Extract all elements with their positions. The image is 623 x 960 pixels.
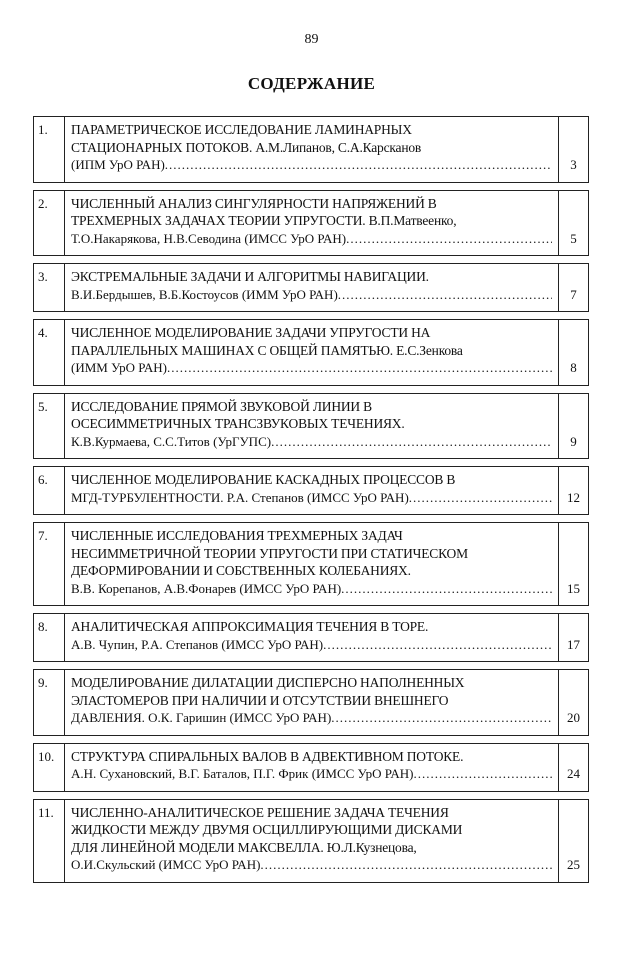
leader-dots: [409, 489, 552, 507]
toc-entry[interactable]: [34, 799, 589, 882]
entry-authors: МГД-ТУРБУЛЕНТНОСТИ. Р.А. Степанов (ИМСС УрО РАН): [71, 489, 409, 505]
toc-title: СОДЕРЖАНИЕ: [247, 74, 376, 93]
entry-line: МОДЕЛИРОВАНИЕ ДИЛАТАЦИИ ДИСПЕРСНО НАПОЛНЕННЫХ: [71, 675, 465, 690]
entry-authors: (ИПМ УрО РАН): [71, 157, 165, 172]
entry-line: ДЛЯ ЛИНЕЙНОЙ МОДЕЛИ МАКСВЕЛЛА. Ю.Л.Кузнецова,: [71, 839, 417, 855]
row-gap: [34, 385, 589, 393]
entry-number: 9.: [34, 670, 65, 736]
row-gap: [34, 735, 589, 743]
entry-page: 3: [559, 117, 589, 183]
leader-dots: [413, 765, 552, 783]
toc-entry[interactable]: [34, 523, 589, 606]
toc-entry[interactable]: [34, 743, 589, 791]
entry-line: НЕСИММЕТРИЧНОЙ ТЕОРИИ УПРУГОСТИ ПРИ СТАТИЧЕСКОМ: [71, 545, 468, 561]
toc-entry[interactable]: [34, 393, 589, 459]
entry-line: ЧИСЛЕННЫЕ ИССЛЕДОВАНИЯ ТРЕХМЕРНЫХ ЗАДАЧ: [71, 528, 403, 543]
entry-line: ПАРАМЕТРИЧЕСКОЕ ИССЛЕДОВАНИЕ ЛАМИНАРНЫХ: [71, 122, 412, 137]
entry-authors-line: [71, 709, 552, 727]
toc-entry[interactable]: [34, 117, 589, 183]
leader-dots: [165, 156, 552, 174]
entry-line: ЧИСЛЕННОЕ МОДЕЛИРОВАНИЕ КАСКАДНЫХ ПРОЦЕССОВ В: [71, 472, 456, 487]
entry-number: 11.: [34, 799, 65, 882]
entry-authors-line: [71, 580, 552, 598]
entry-authors-line: [71, 286, 552, 304]
entry-line: ЧИСЛЕННО-АНАЛИТИЧЕСКОЕ РЕШЕНИЕ ЗАДАЧА ТЕЧЕНИЯ: [71, 804, 449, 820]
entry-text: [65, 264, 559, 312]
entry-text: [65, 614, 559, 662]
leader-dots: [323, 636, 552, 654]
toc-entry[interactable]: [34, 614, 589, 662]
entry-page: 9: [559, 393, 589, 459]
page-number: 89: [304, 32, 319, 47]
entry-line: ПАРАЛЛЕЛЬНЫХ МАШИНАХ С ОБЩЕЙ ПАМЯТЬЮ. Е.С.Зенкова: [71, 342, 463, 358]
row-gap: [34, 459, 589, 467]
entry-page: 15: [559, 523, 589, 606]
entry-text: [65, 743, 559, 791]
row-gap: [34, 312, 589, 320]
entry-text: [65, 670, 559, 736]
leader-dots: [338, 286, 552, 304]
entry-authors: (ИММ УрО РАН): [71, 360, 167, 375]
row-gap: [34, 791, 589, 799]
entry-line: СТРУКТУРА СПИРАЛЬНЫХ ВАЛОВ В АДВЕКТИВНОМ ПОТОКЕ.: [71, 748, 464, 764]
entry-authors: К.В.Курмаева, С.С.Титов (УрГУПС): [71, 433, 272, 449]
entry-page: 17: [559, 614, 589, 662]
toc-entry[interactable]: [34, 670, 589, 736]
entry-authors-line: [71, 489, 552, 507]
toc-entry[interactable]: [34, 190, 589, 256]
toc-entry[interactable]: [34, 264, 589, 312]
entry-text: [65, 799, 559, 882]
leader-dots: [346, 230, 552, 248]
entry-authors: А.Н. Сухановский, В.Г. Баталов, П.Г. Фрик (ИМСС УрО РАН): [71, 766, 414, 781]
entry-authors-line: [71, 359, 552, 377]
entry-number: 1.: [34, 117, 65, 183]
entry-line: АНАЛИТИЧЕСКАЯ АППРОКСИМАЦИЯ ТЕЧЕНИЯ В ТОРЕ.: [71, 619, 429, 634]
entry-line: ЧИСЛЕННОЕ МОДЕЛИРОВАНИЕ ЗАДАЧИ УПРУГОСТИ НА: [71, 325, 431, 340]
entry-line: ЭКСТРЕМАЛЬНЫЕ ЗАДАЧИ И АЛГОРИТМЫ НАВИГАЦИИ.: [71, 269, 429, 284]
entry-text: [65, 117, 559, 183]
entry-line: ИССЛЕДОВАНИЕ ПРЯМОЙ ЗВУКОВОЙ ЛИНИИ В: [71, 398, 372, 414]
entry-authors: В.И.Бердышев, В.Б.Костоусов (ИММ УрО РАН): [71, 286, 338, 302]
entry-text: [65, 320, 559, 386]
entry-line: ТРЕХМЕРНЫХ ЗАДАЧАХ ТЕОРИИ УПРУГОСТИ. В.П.Матвеенко,: [71, 213, 457, 228]
toc-table: [33, 116, 589, 883]
entry-number: 3.: [34, 264, 65, 312]
leader-dots: [331, 709, 552, 727]
entry-authors: О.И.Скульский (ИМСС УрО РАН): [71, 857, 261, 872]
entry-authors-line: [71, 856, 552, 874]
entry-authors: ДАВЛЕНИЯ. О.К. Гаришин (ИМСС УрО РАН): [71, 710, 332, 725]
entry-line: ОСЕСИММЕТРИЧНЫХ ТРАНСЗВУКОВЫХ ТЕЧЕНИЯХ.: [71, 416, 405, 431]
row-gap: [34, 182, 589, 190]
entry-line: СТАЦИОНАРНЫХ ПОТОКОВ. А.М.Липанов, С.А.Карсканов: [71, 139, 422, 155]
entry-number: 4.: [34, 320, 65, 386]
leader-dots: [271, 433, 552, 451]
entry-number: 6.: [34, 467, 65, 515]
leader-dots: [341, 580, 552, 598]
entry-number: 5.: [34, 393, 65, 459]
row-gap: [34, 662, 589, 670]
entry-page: 12: [559, 467, 589, 515]
entry-number: 10.: [34, 743, 65, 791]
entry-authors-line: [71, 636, 552, 654]
entry-authors-line: [71, 230, 552, 248]
leader-dots: [167, 359, 552, 377]
entry-page: 8: [559, 320, 589, 386]
entry-text: [65, 523, 559, 606]
row-gap: [34, 606, 589, 614]
entry-line: ЭЛАСТОМЕРОВ ПРИ НАЛИЧИИ И ОТСУТСТВИИ ВНЕШНЕГО: [71, 692, 449, 708]
entry-page: 24: [559, 743, 589, 791]
entry-number: 8.: [34, 614, 65, 662]
entry-text: [65, 467, 559, 515]
entry-authors-line: [71, 765, 552, 783]
leader-dots: [260, 856, 552, 874]
entry-authors-line: [71, 433, 552, 451]
entry-line: ЖИДКОСТИ МЕЖДУ ДВУМЯ ОСЦИЛЛИРУЮЩИМИ ДИСКАМИ: [71, 822, 463, 837]
toc-entry[interactable]: [34, 320, 589, 386]
entry-page: 7: [559, 264, 589, 312]
entry-line: ДЕФОРМИРОВАНИИ И СОБСТВЕННЫХ КОЛЕБАНИЯХ.: [71, 563, 411, 578]
entry-authors-line: [71, 156, 552, 174]
entry-number: 7.: [34, 523, 65, 606]
row-gap: [34, 515, 589, 523]
entry-authors: Т.О.Накарякова, Н.В.Севодина (ИМСС УрО РАН): [71, 230, 347, 246]
entry-authors: А.В. Чупин, Р.А. Степанов (ИМСС УрО РАН): [71, 636, 324, 652]
entry-page: 20: [559, 670, 589, 736]
entry-text: [65, 190, 559, 256]
row-gap: [34, 256, 589, 264]
entry-authors: В.В. Корепанов, А.В.Фонарев (ИМСС УрО РАН): [71, 580, 342, 596]
entry-number: 2.: [34, 190, 65, 256]
entry-text: [65, 393, 559, 459]
toc-entry[interactable]: [34, 467, 589, 515]
entry-page: 25: [559, 799, 589, 882]
entry-page: 5: [559, 190, 589, 256]
toc-body: [34, 117, 589, 883]
entry-line: ЧИСЛЕННЫЙ АНАЛИЗ СИНГУЛЯРНОСТИ НАПРЯЖЕНИЙ В: [71, 195, 437, 211]
